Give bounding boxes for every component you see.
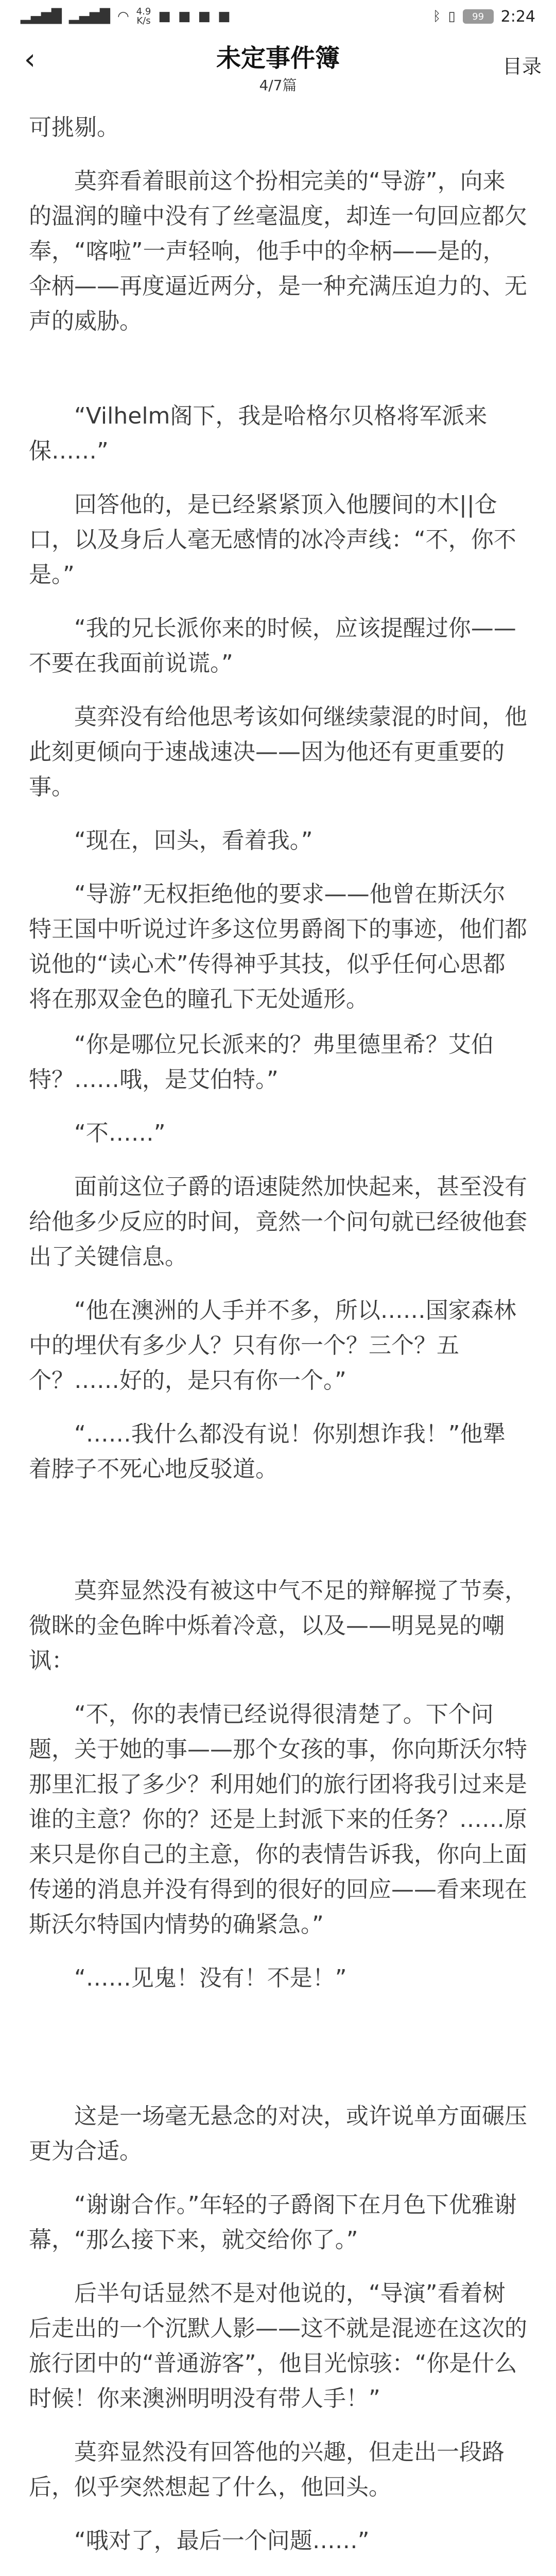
vibrate-icon: ▯ <box>448 9 456 24</box>
paragraph: 莫弈显然没有被这中气不足的辩解搅了节奏，微眯的金色眸中烁着冷意，以及——明晃晃的嘲讽： <box>29 1578 527 1674</box>
status-bar <box>0 0 556 33</box>
text-block <box>0 2099 556 2558</box>
app-icon: ■ <box>178 9 191 24</box>
paragraph: “我的兄长派你来的时候，应该提醒过你——不要在我面前说谎。” <box>29 615 516 676</box>
status-left <box>21 7 231 26</box>
paragraph: “他在澳洲的人手并不多，所以……国家森林中的埋伏有多少人？只有你一个？三个？五个？……好的，是只有你一个。” <box>29 1297 516 1394</box>
paragraph: “……我什么都没有说！你别想诈我！”他犟着脖子不死心地反驳道。 <box>29 1421 506 1482</box>
back-icon[interactable]: ‹ <box>24 43 36 76</box>
paragraph: 莫弈看着眼前这个扮相完美的“导游”，向来的温润的瞳中没有了丝毫温度，却连一句回应都欠奉，“喀啦”一声轻响，他手中的伞柄——是的，伞柄——再度逼近两分，是一种充满压迫力的、无声的威胁。 <box>29 168 527 334</box>
paragraph: “你是哪位兄长派来的？弗里德里希？艾伯特？……哦，是艾伯特。” <box>29 1031 494 1093</box>
paragraph: “……见鬼！没有！不是！” <box>74 1965 347 1991</box>
signal-icon: ▂▄▆█ <box>68 9 110 24</box>
net-speed <box>136 7 151 26</box>
status-right <box>433 8 535 26</box>
paragraph: 后半句话显然不是对他说的，“导演”看着树后走出的一个沉默人影——这不就是混迹在这次的旅行团中的“普通游客”，他目光惊骇：“你是什么时候！你来澳洲明明没有带人手！” <box>29 2280 527 2412</box>
page-title: 未定事件簿 <box>216 44 340 73</box>
text-block <box>0 1573 556 1996</box>
paragraph: 回答他的，是已经紧紧顶入他腰间的木||仓口，以及身后人毫无感情的冰冷声线：“不，你不是。” <box>29 492 516 588</box>
paragraph: “谢谢合作。”年轻的子爵阁下在月色下优雅谢幕，“那么接下来，就交给你了。” <box>29 2192 517 2253</box>
title-bar <box>0 33 556 110</box>
bluetooth-icon: ᛒ <box>432 9 441 24</box>
paragraph: 莫弈显然没有回答他的兴趣，但走出一段路后，似乎突然想起了什么，他回头。 <box>29 2439 505 2500</box>
paragraph: 可挑剔。 <box>29 114 119 141</box>
text-block <box>0 110 556 339</box>
reading-area <box>0 110 556 2576</box>
paragraph: “不，你的表情已经说得很清楚了。下个问题，关于她的事——那个女孩的事，你向斯沃尔特那里汇报了多少？利用她们的旅行团将我引过来是谁的主意？你的？还是上封派下来的任务？……原来只是你自己的主意，你的表情告诉我，你向上面传递的消息并没有得到的很好的回应——看来现在斯沃尔特国内情势的确紧急。” <box>29 1701 527 1938</box>
app-icon: ■ <box>198 9 211 24</box>
toc-button[interactable]: 目录 <box>502 55 542 78</box>
app-icon: ■ <box>158 9 171 24</box>
paragraph: “导游”无权拒绝他的要求——他曾在斯沃尔特王国中听说过许多这位男爵阁下的事迹，他们都说他的“读心术”传得神乎其技，似乎任何心思都将在那双金色的瞳孔下无处遁形。 <box>29 881 527 1012</box>
net-speed-value: 4.9 <box>136 6 151 17</box>
text-block <box>0 399 556 1017</box>
clock: 2:24 <box>500 7 535 26</box>
app-icon: ■ <box>218 9 231 24</box>
paragraph: “哦对了，最后一个问题……” <box>74 2528 370 2554</box>
wifi-icon: ◠ <box>117 9 129 24</box>
chapter-progress: 4/7篇 <box>259 77 297 94</box>
battery-icon: 99 <box>463 9 494 24</box>
paragraph: 莫弈没有给他思考该如何继续蒙混的时间，他此刻更倾向于速战速决——因为他还有更重要的事。 <box>29 704 527 800</box>
signal-icon: ▂▄▆█ <box>21 9 62 24</box>
paragraph: “不……” <box>74 1120 166 1146</box>
paragraph: “现在，回头，看着我。” <box>74 827 313 854</box>
paragraph: 面前这位子爵的语速陡然加快起来，甚至没有给他多少反应的时间，竟然一个问句就已经彼他套出了关键信息。 <box>29 1174 527 1270</box>
paragraph: 这是一场毫无悬念的对决，或许说单方面碾压更为合适。 <box>29 2103 527 2164</box>
net-speed-unit: K/s <box>136 15 151 26</box>
paragraph: “Vilhelm阁下，我是哈格尔贝格将军派来保……” <box>29 403 488 464</box>
text-block <box>0 1027 556 1487</box>
